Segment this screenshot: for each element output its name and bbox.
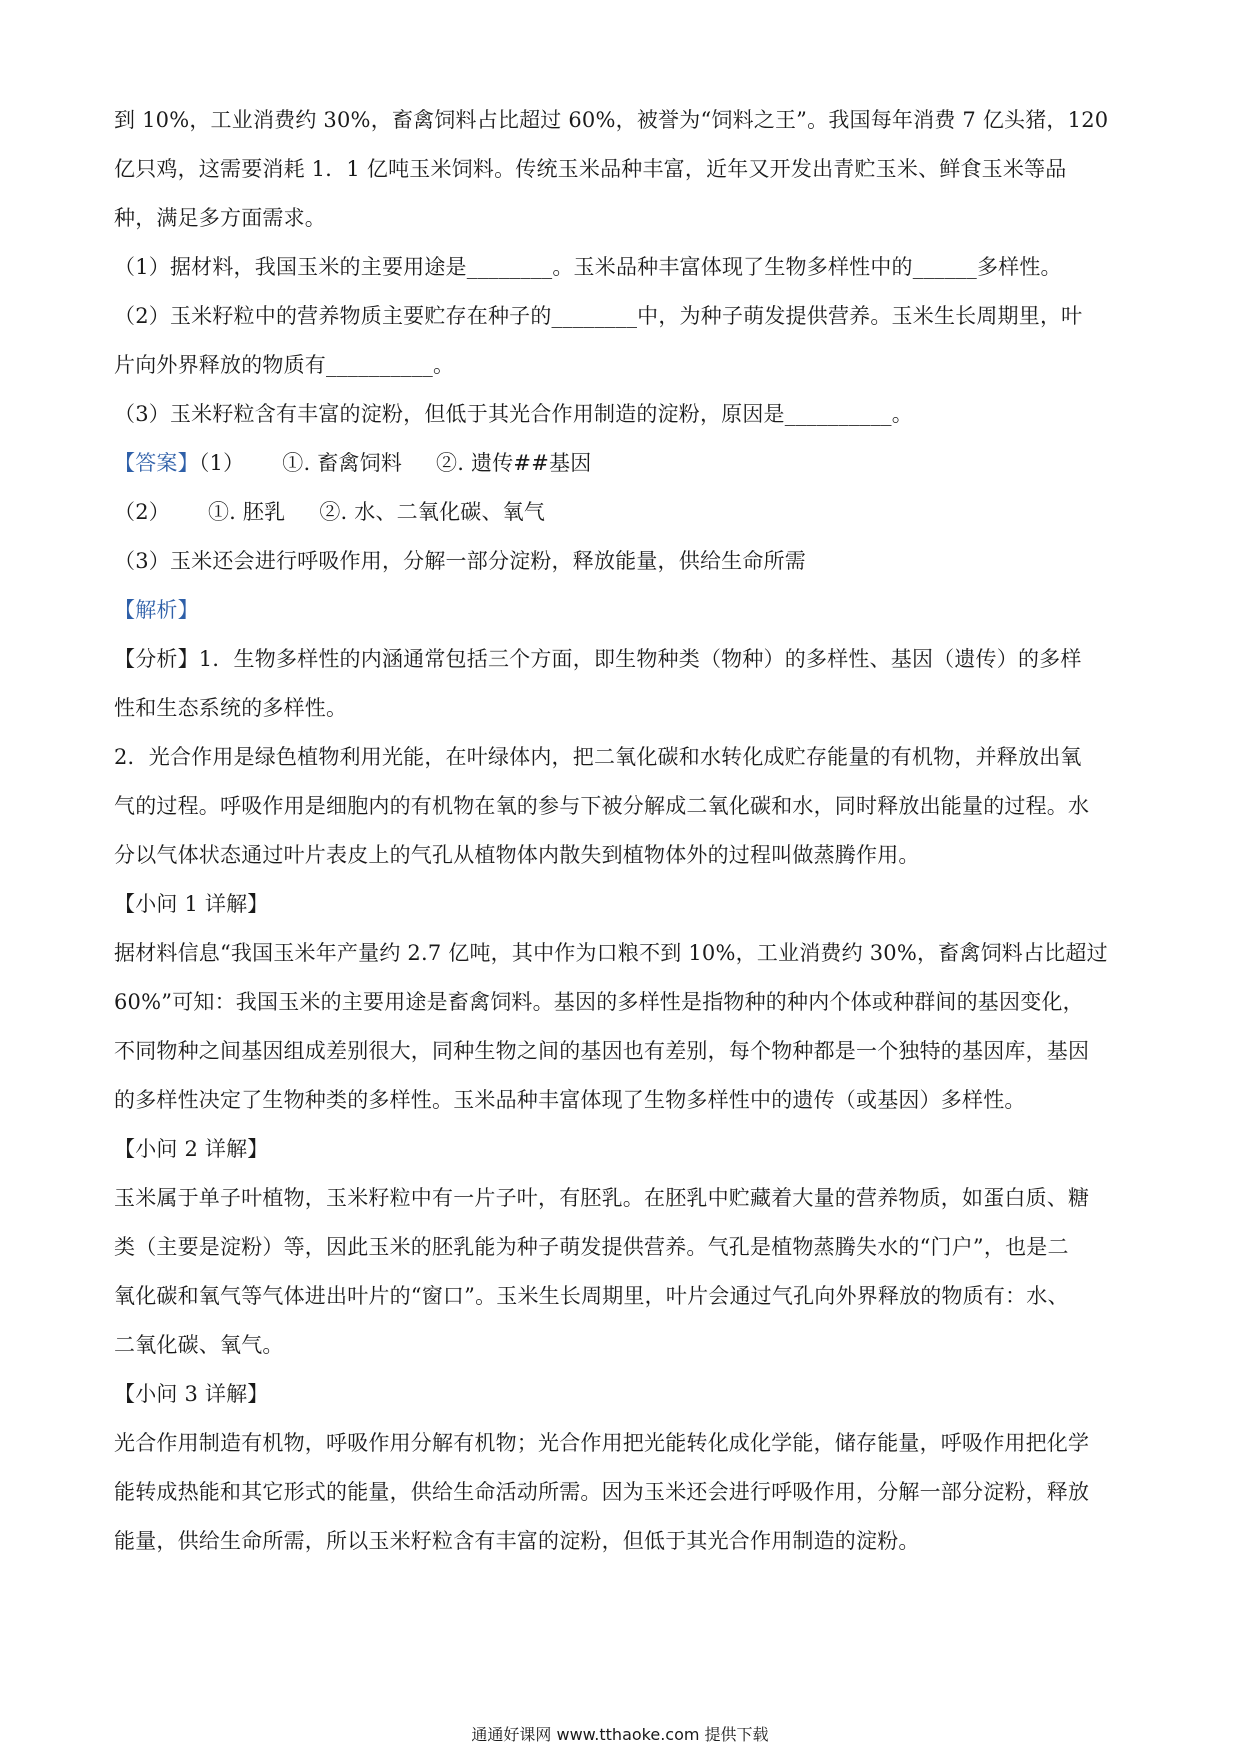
answer-q1-a1: ①. 畜禽饲料 (282, 451, 403, 475)
analysis-line: 分以气体状态通过叶片表皮上的气孔从植物体内散失到植物体外的过程叫做蒸腾作用。 (114, 843, 920, 867)
question-3: （3）玉米籽粒含有丰富的淀粉，但低于其光合作用制造的淀粉，原因是__________。 (114, 402, 913, 426)
answer-line-1 (114, 439, 1126, 488)
detail-2-line: 二氧化碳、氧气。 (114, 1333, 284, 1357)
detail-3-line: 光合作用制造有机物，呼吸作用分解有机物；光合作用把光能转化成化学能，储存能量，呼吸作用把化学 (114, 1431, 1090, 1455)
detail-1-line: 不同物种之间基因组成差别很大，同种生物之间的基因也有差别，每个物种都是一个独特的基因库，基因 (114, 1039, 1090, 1063)
question-1: （1）据材料，我国玉米的主要用途是________。玉米品种丰富体现了生物多样性中的______多样性。 (114, 255, 1062, 279)
detail-1-title: 【小问 1 详解】 (114, 892, 269, 916)
detail-3-line: 能转成热能和其它形式的能量，供给生命活动所需。因为玉米还会进行呼吸作用，分解一部分淀粉，释放 (114, 1480, 1090, 1504)
detail-3-line: 能量，供给生命所需，所以玉米籽粒含有丰富的淀粉，但低于其光合作用制造的淀粉。 (114, 1529, 920, 1553)
analysis-tag: 【解析】 (114, 598, 199, 622)
analysis-line: 气的过程。呼吸作用是细胞内的有机物在氧的参与下被分解成二氧化碳和水，同时释放出能量的过程。水 (114, 794, 1090, 818)
detail-1-line: 的多样性决定了生物种类的多样性。玉米品种丰富体现了生物多样性中的遗传（或基因）多样性。 (114, 1088, 1026, 1112)
answer-line-3: （3）玉米还会进行呼吸作用，分解一部分淀粉，释放能量，供给生命所需 (114, 549, 806, 573)
detail-2-line: 类（主要是淀粉）等，因此玉米的胚乳能为种子萌发提供营养。气孔是植物蒸腾失水的“门户”，也是二 (114, 1235, 1069, 1259)
document-body (114, 96, 1126, 1566)
material-line: 到 10%，工业消费约 30%，畜禽饲料占比超过 60%，被誉为“饲料之王”。我国每年消费 7 亿头猪，120 (114, 108, 1109, 132)
detail-2-line: 玉米属于单子叶植物，玉米籽粒中有一片子叶，有胚乳。在胚乳中贮藏着大量的营养物质，如蛋白质、糖 (114, 1186, 1090, 1210)
answer-q2-num: （2） (114, 500, 170, 524)
detail-3-title: 【小问 3 详解】 (114, 1382, 269, 1406)
answer-tag: 【答案】 (114, 451, 199, 475)
material-line: 亿只鸡，这需要消耗 1．1 亿吨玉米饲料。传统玉米品种丰富，近年又开发出青贮玉米、鲜食玉米等品 (114, 157, 1067, 181)
answer-q1-a2: ②. 遗传##基因 (436, 451, 592, 475)
detail-1-line: 60%”可知：我国玉米的主要用途是畜禽饲料。基因的多样性是指物种的种内个体或种群间的基因变化， (114, 990, 1084, 1014)
analysis-line: 性和生态系统的多样性。 (114, 696, 348, 720)
answer-line-2 (114, 488, 1126, 537)
answer-q1-num: （1） (198, 451, 245, 475)
answer-q2-a2: ②. 水、二氧化碳、氧气 (319, 500, 546, 524)
question-2-cont: 片向外界释放的物质有__________。 (114, 353, 455, 377)
material-line: 种，满足多方面需求。 (114, 206, 326, 230)
detail-2-line: 氧化碳和氧气等气体进出叶片的“窗口”。玉米生长周期里，叶片会通过气孔向外界释放的物质有：水、 (114, 1284, 1069, 1308)
question-2: （2）玉米籽粒中的营养物质主要贮存在种子的________中，为种子萌发提供营养。玉米生长周期里，叶 (114, 304, 1083, 328)
analysis-line: 2．光合作用是绿色植物利用光能，在叶绿体内，把二氧化碳和水转化成贮存能量的有机物，并释放出氧 (114, 745, 1082, 769)
detail-1-line: 据材料信息“我国玉米年产量约 2.7 亿吨，其中作为口粮不到 10%，工业消费约 30%，畜禽饲料占比超过 (114, 941, 1108, 965)
detail-2-title: 【小问 2 详解】 (114, 1137, 269, 1161)
analysis-line: 【分析】1．生物多样性的内涵通常包括三个方面，即生物种类（物种）的多样性、基因（遗传）的多样 (114, 647, 1082, 671)
page-footer: 通通好课网 www.tthaoke.com 提供下载 (471, 1725, 769, 1744)
answer-q2-a1: ①. 胚乳 (207, 500, 286, 524)
